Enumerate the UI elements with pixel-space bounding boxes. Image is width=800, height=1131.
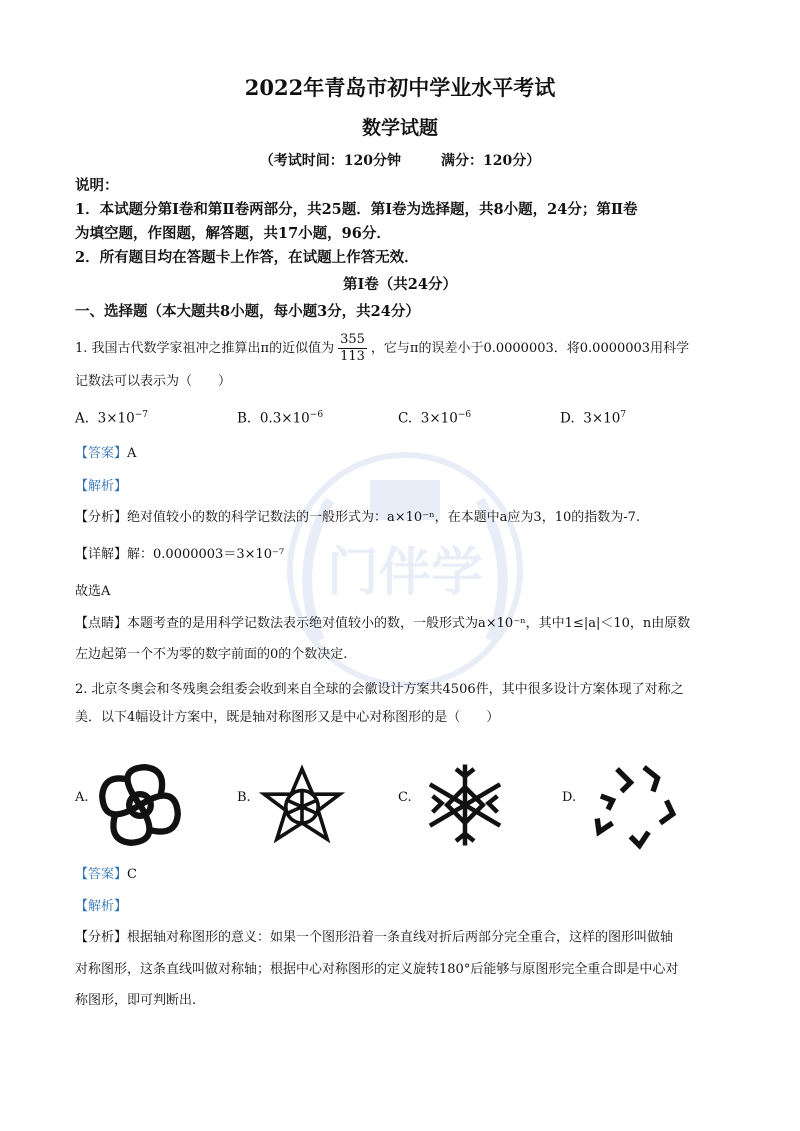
answer-value: A [127,446,137,461]
q1-fraction [338,332,367,365]
option-exp: −7 [134,410,149,420]
fenxi-tag: 【分析】 [75,510,128,525]
q2-answer [75,863,137,887]
q2-figure-b-label: B. [237,790,251,805]
xiangjie-text: 解：0.0000003＝3×10⁻⁷ [127,547,285,562]
q2-figure-d[interactable] [590,760,680,850]
q1-dianjing [75,612,690,636]
option-base: 3×10 [97,410,135,427]
dianjing-text: 本题考查的是用科学记数法表示绝对值较小的数，一般形式为a×10⁻ⁿ，其中1≤|a|＜10，n由原数 [127,616,691,631]
q2-line2: 美．以下4幅设计方案中，既是轴对称图形又是中心对称图形的是（ ） [75,710,500,725]
option-label: A. [75,410,90,427]
q1-text [75,332,689,366]
q1-option-a[interactable] [75,410,148,427]
time-info: （考试时间：120分钟 [259,153,401,169]
instruction-item-1: 1．本试题分第Ⅰ卷和第Ⅱ卷两部分，共25题．第Ⅰ卷为选择题，共8小题，24分；第Ⅱ卷 [75,201,638,218]
instruction-item-2: 2．所有题目均在答题卡上作答，在试题上作答无效． [75,249,419,266]
instructions-heading: 说明： [75,177,119,194]
option-base: 3×10 [420,410,458,427]
q1-frac-num: 355 [340,332,365,347]
q2-line1: 2. 北京冬奥会和冬残奥会组委会收到来自全球的会徽设计方案共4506件，其中很多设计方案体现了对称之 [75,682,684,697]
option-exp: −6 [457,410,472,420]
q1-guxuan: 故选A [75,584,111,599]
q2-figure-b[interactable] [257,760,347,850]
instruction-item-1-cont: 为填空题，作图题，解答题，共17小题，96分． [75,225,391,242]
q1-xiangjie [75,543,284,567]
exam-subtitle: 数学试题 [361,117,438,139]
option-base: 0.3×10 [259,410,310,427]
fenxi-text: 绝对值较小的数的科学记数法的一般形式为：a×10⁻ⁿ，在本题中a应为3，10的指数为-7. [127,510,641,525]
q2-figure-d-label: D. [562,790,577,805]
q1-answer [75,442,136,466]
q2-fenxi-cont: 对称图形，这条直线叫做对称轴；根据中心对称图形的定义旋转180°后能够与原图形完全重合即是中心对 [75,962,679,977]
option-exp: 7 [620,410,627,420]
answer-value: C [127,867,137,882]
exam-title: 2022年青岛市初中学业水平考试 [244,75,556,100]
exam-time-info [0,150,800,170]
q2-analysis-tag: 【解析】 [75,899,128,914]
q2-figure-c-label: C. [398,790,412,805]
volume-title: 第Ⅰ卷（共24分） [343,276,457,293]
option-label: B. [237,410,252,427]
q2-figure-a-label: A. [75,790,89,805]
q2-figure-c[interactable] [420,760,510,850]
answer-tag: 【答案】 [75,446,128,461]
q1-option-d[interactable] [560,410,626,427]
q1-analysis-tag: 【解析】 [75,479,128,494]
q1-text-before: 1. 我国古代数学家祖冲之推算出π的近似值为 [75,341,335,356]
option-label: D. [560,410,575,427]
q1-dianjing-cont: 左边起第一个不为零的数字前面的0的个数决定. [75,647,348,662]
xiangjie-tag: 【详解】 [75,547,128,562]
answer-tag: 【答案】 [75,867,128,882]
q2-fenxi-cont2: 称图形，即可判断出. [75,993,197,1008]
q1-frac-den: 113 [340,349,365,364]
option-base: 3×10 [583,410,621,427]
q1-line2: 记数法可以表示为（ ） [75,374,232,389]
fenxi-text: 根据轴对称图形的意义：如果一个图形沿着一条直线对折后两部分完全重合，这样的图形叫做轴 [127,930,674,945]
score-info: 满分：120分） [441,153,541,169]
option-label: C. [398,410,413,427]
q1-option-b[interactable] [237,410,323,427]
q1-text-after: ，它与π的误差小于0.0000003．将0.0000003用科学 [370,341,690,356]
q2-figure-a[interactable] [95,760,185,850]
fenxi-tag: 【分析】 [75,930,128,945]
part-title: 一、选择题（本大题共8小题，每小题3分，共24分） [75,303,420,320]
dianjing-tag: 【点睛】 [75,616,128,631]
option-exp: −6 [309,410,324,420]
watermark-text: 门伴学 [326,543,484,603]
q1-option-c[interactable] [398,410,471,427]
q2-fenxi [75,926,673,950]
q1-fenxi [75,506,640,530]
